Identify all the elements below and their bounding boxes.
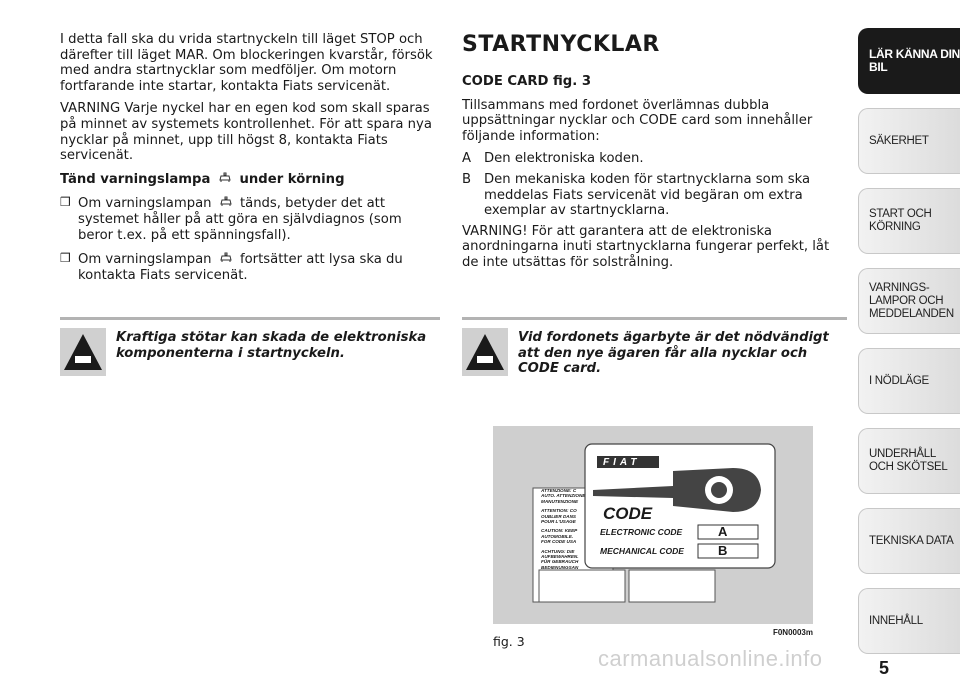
code-card-figure <box>493 426 813 624</box>
right-para-1: Tillsammans med fordonet överlämnas dubbla uppsättningar nycklar och CODE card som innehåller följande information: <box>462 97 813 144</box>
bullet2-text-a: Om varningslampan <box>78 252 212 268</box>
list-letter: A <box>462 151 472 167</box>
warning-box-left <box>60 317 440 388</box>
list-text: Den elektroniska koden. <box>484 151 644 167</box>
list-letter: B <box>462 171 472 187</box>
bullet-item <box>60 251 440 283</box>
tab-start-och-korning[interactable]: START OCH KÖRNING <box>858 188 960 254</box>
note-line: OUBLIER DANS <box>541 513 576 519</box>
mechanical-code-value: B <box>718 543 728 558</box>
section-title: STARTNYCKLAR <box>462 32 660 57</box>
warning-text: Vid fordonets ägarbyte är det nödvändigt att den nye ägaren får alla nycklar och CODE card. <box>518 330 829 377</box>
note-line: FÜR GEBRAUCH <box>541 559 579 565</box>
warning-box-right <box>462 317 847 388</box>
card-notes <box>541 488 589 570</box>
note-line: AUFBEWAHREN. <box>541 554 579 560</box>
list-item <box>462 151 847 167</box>
note-line: AUTOMOBILE. <box>541 533 574 539</box>
left-column <box>60 32 440 291</box>
checkbox-bullet-icon: ❒ <box>60 195 71 210</box>
left-para-1: I detta fall ska du vrida startnyckeln till läget STOP och därefter till läget MAR. Om blockeringen kvarstår, försök med andra startnycklar som medföljer. Om motorn fortfarande inte startar, kontakta Fiats servicenät. <box>60 32 433 94</box>
note-line: ATTENZIONE: C <box>541 488 577 493</box>
lamp-subheading <box>60 171 440 188</box>
warning-text: Kraftiga stötar kan skada de elektroniska komponenterna i startnyckeln. <box>116 330 427 361</box>
right-column <box>462 32 847 278</box>
tab-innehall[interactable]: INNEHÅLL <box>858 588 960 654</box>
note-line: MANUTENZIONE <box>541 498 579 504</box>
mechanical-code-label: MECHANICAL CODE <box>600 546 684 556</box>
list-text: Den mekaniska koden för startnycklarna som ska meddelas Fiats servicenät vid begäran om extra exemplar av startnycklarna. <box>484 171 811 219</box>
list-item <box>462 172 847 219</box>
note-line: CAUTION: KEEP <box>541 528 578 534</box>
warning-triangle-icon <box>462 328 508 376</box>
electronic-code-value: A <box>718 524 728 539</box>
electronic-code-label: ELECTRONIC CODE <box>600 527 683 537</box>
car-key-warning-lamp-icon <box>219 251 233 265</box>
card-code-heading: CODE <box>603 504 653 523</box>
note-line: ACHTUNG: DIE <box>541 548 575 554</box>
warning-triangle-icon <box>60 328 106 376</box>
figure-caption: fig. 3 <box>493 634 525 649</box>
tab-sakerhet[interactable]: SÄKERHET <box>858 108 960 174</box>
right-para-2: VARNING! För att garantera att de elektroniska anordningarna inuti startnycklarna fungerar perfekt, låt de inte utsättas för solstrålning. <box>462 223 830 270</box>
section-subtitle: CODE CARD fig. 3 <box>462 74 592 89</box>
figure-image-code: F0N0003m <box>772 628 813 637</box>
note-line: ATTENTION: CO <box>541 508 577 514</box>
car-key-warning-lamp-icon <box>218 171 232 185</box>
tab-i-nodlage[interactable]: I NÖDLÄGE <box>858 348 960 414</box>
tab-tekniska-data[interactable]: TEKNISKA DATA <box>858 508 960 574</box>
bullet2-text-b: fortsätter att lysa ska du kontakta Fiats servicenät. <box>78 252 403 283</box>
checkbox-bullet-icon: ❒ <box>60 251 71 266</box>
bullet1-text-a: Om varningslampan <box>78 196 212 212</box>
left-para-2: VARNING Varje nyckel har en egen kod som skall sparas på minnet av systemets kontrollenhet. För att spara nya nycklar på minnet, upp till högst 8, kontakta Fiats servicenät. <box>60 101 432 164</box>
tab-underhall-och-skotsel[interactable]: UNDERHÅLL OCH SKÖTSEL <box>858 428 960 494</box>
note-line: BEDIENUNGSAN <box>541 564 579 570</box>
card-brand-logo: FIAT <box>603 457 641 468</box>
subhead-text-a: Tänd varningslampa <box>60 171 211 187</box>
subhead-text-b: under körning <box>239 171 345 187</box>
note-line: AUTO. ATTENZIONE <box>541 493 586 499</box>
tab-lar-kanna-din-bil[interactable]: LÄR KÄNNA DIN BIL <box>858 28 960 94</box>
page-number: 5 <box>879 658 890 678</box>
watermark: carmanualsonline.info <box>598 646 823 671</box>
note-line: POUR L'USAGE <box>541 519 576 525</box>
car-key-warning-lamp-icon <box>219 195 233 209</box>
bullet1-text-b: tänds, betyder det att systemet håller på att göra en självdiagnos (som beror t.ex. på ett spänningsfall). <box>78 196 402 243</box>
tab-varningslampor[interactable]: VARNINGS-LAMPOR OCH MEDDELANDEN <box>858 268 960 334</box>
note-line: FOR CODE USA <box>541 539 577 545</box>
bullet-item <box>60 195 440 243</box>
